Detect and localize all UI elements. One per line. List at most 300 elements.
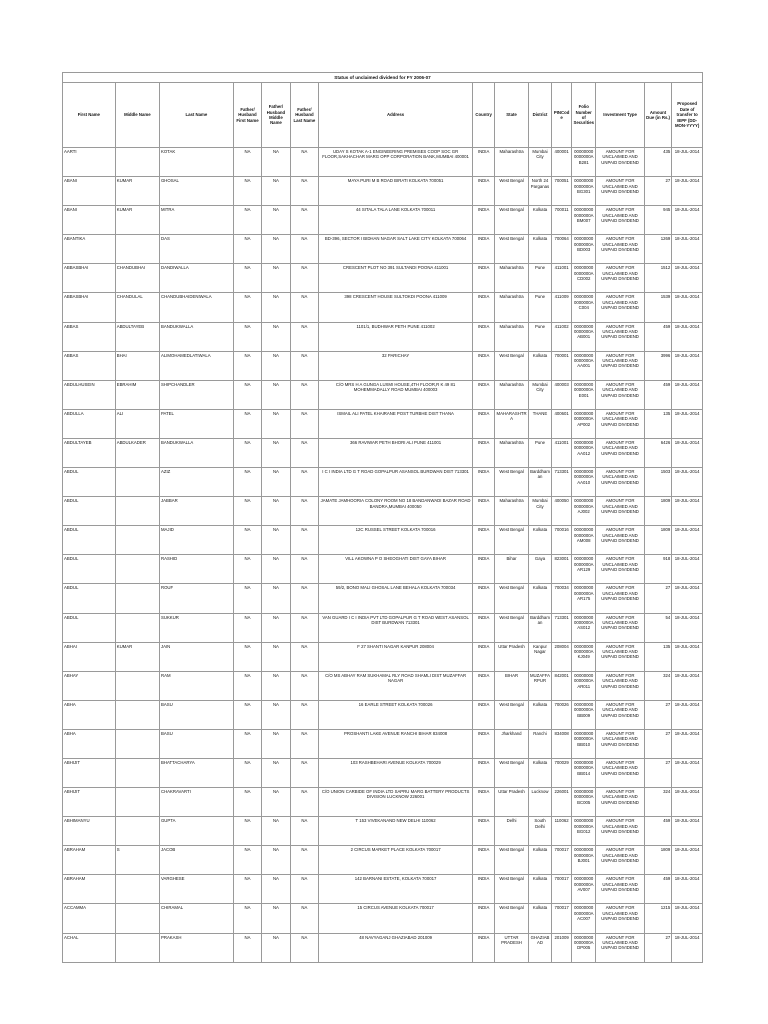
- table-cell: NA: [290, 584, 318, 613]
- table-cell: BD-396, SECTOR I BIDHAN NAGAR SALT LAKE CITY KOLKATA 700064: [319, 235, 473, 264]
- table-cell: Pune: [528, 438, 551, 467]
- table-cell: AARTI: [63, 148, 116, 177]
- column-header: Amount Due (in Rs.): [644, 83, 671, 148]
- table-cell: VAN GUARD I C I INDIA PVT LTD GOPALPUR G T ROAD WEST ASANSOL DIST BURDWAN 713301: [319, 613, 473, 642]
- table-cell: CHAKRAVARTI: [159, 788, 233, 817]
- table-cell: INDIA: [473, 148, 495, 177]
- table-cell: 000000000000000AAM008: [572, 526, 596, 555]
- table-cell: [115, 729, 159, 758]
- table-cell: 135: [644, 409, 671, 438]
- table-cell: BHAI: [115, 351, 159, 380]
- table-cell: 1512: [644, 264, 671, 293]
- table-cell: 27: [644, 700, 671, 729]
- table-cell: ABHAI: [63, 642, 116, 671]
- table-cell: Maharashtra: [495, 322, 529, 351]
- table-cell: 1101/1, BUDHWAR PETH PUNE 411002: [319, 322, 473, 351]
- table-cell: 1215: [644, 904, 671, 933]
- table-cell: ABBAS: [63, 322, 116, 351]
- table-cell: AMOUNT FOR UNCLAIMED AND UNPAID DIVIDEND: [596, 584, 644, 613]
- table-cell: West Bengal: [495, 613, 529, 642]
- table-cell: ABBAS: [63, 351, 116, 380]
- table-cell: AMOUNT FOR UNCLAIMED AND UNPAID DIVIDEND: [596, 846, 644, 875]
- table-cell: NA: [262, 788, 290, 817]
- table-cell: 000000000000000AAP002: [572, 409, 596, 438]
- table-cell: CHIRAMAL: [159, 904, 233, 933]
- table-cell: NA: [290, 933, 318, 962]
- table-cell: NA: [262, 875, 290, 904]
- table-cell: 000000000000000AAR011: [572, 671, 596, 700]
- table-cell: [115, 584, 159, 613]
- table-cell: S: [115, 846, 159, 875]
- table-cell: 000000000000000ABC005: [572, 788, 596, 817]
- table-cell: INDIA: [473, 758, 495, 787]
- table-cell: NA: [290, 409, 318, 438]
- table-cell: ABHAY: [63, 671, 116, 700]
- table-cell: AMOUNT FOR UNCLAIMED AND UNPAID DIVIDEND: [596, 729, 644, 758]
- table-cell: JACOB: [159, 846, 233, 875]
- table-cell: Pune: [528, 322, 551, 351]
- table-cell: [115, 526, 159, 555]
- table-cell: INDIA: [473, 468, 495, 497]
- table-cell: 18-JUL-2014: [672, 206, 703, 235]
- table-cell: 000000000000000AAS012: [572, 613, 596, 642]
- table-cell: 000000000000000ABB009: [572, 700, 596, 729]
- table-cell: 201009: [552, 933, 572, 962]
- table-cell: [115, 904, 159, 933]
- table-cell: 1269: [644, 235, 671, 264]
- table-cell: ISMAIL ALI PATEL KHAIRANE POST TURBHE DIST THANA: [319, 409, 473, 438]
- column-header: PINCode: [552, 83, 572, 148]
- table-cell: West Bengal: [495, 526, 529, 555]
- table-cell: 411001: [552, 438, 572, 467]
- table-cell: 700001: [552, 351, 572, 380]
- table-cell: Lucknow: [528, 788, 551, 817]
- table-cell: 000000000000000AAR175: [572, 584, 596, 613]
- table-cell: 18-JUL-2014: [672, 642, 703, 671]
- table-row: [63, 293, 703, 322]
- table-cell: NA: [262, 380, 290, 409]
- table-body: [63, 148, 703, 963]
- table-cell: 1503: [644, 468, 671, 497]
- column-header: Last Name: [159, 83, 233, 148]
- table-cell: AMOUNT FOR UNCLAIMED AND UNPAID DIVIDEND: [596, 322, 644, 351]
- table-row: [63, 788, 703, 817]
- table-cell: ABDUL: [63, 497, 116, 526]
- table-cell: 32 PARICHAY: [319, 351, 473, 380]
- table-cell: 713301: [552, 468, 572, 497]
- table-cell: 000000000000000AAA001: [572, 351, 596, 380]
- table-cell: INDIA: [473, 817, 495, 846]
- table-cell: NA: [262, 729, 290, 758]
- table-cell: F 27 SHANTI NAGAR KANPUR 208004: [319, 642, 473, 671]
- table-cell: Pune: [528, 264, 551, 293]
- table-cell: 110062: [552, 817, 572, 846]
- table-cell: 15 CIRCUS AVENUE KOLKATA 700017: [319, 904, 473, 933]
- table-cell: 459: [644, 817, 671, 846]
- table-row: [63, 933, 703, 962]
- table-cell: ABDULTAYEB: [115, 322, 159, 351]
- table-cell: NA: [262, 758, 290, 787]
- table-cell: 44 SITALA TALA LANE KOLKATA 700011: [319, 206, 473, 235]
- table-cell: 18-JUL-2014: [672, 293, 703, 322]
- table-row: [63, 468, 703, 497]
- table-row: [63, 497, 703, 526]
- table-cell: Maharashtra: [495, 438, 529, 467]
- table-cell: 000000000000000ABG012: [572, 817, 596, 846]
- table-cell: AMOUNT FOR UNCLAIMED AND UNPAID DIVIDEND: [596, 613, 644, 642]
- table-cell: 18-JUL-2014: [672, 729, 703, 758]
- table-cell: C/O UNION CARBIDE OF INDIA LTD SAPRU MARG BATTERY PRODUCTS DIVISION LUCKNOW 226001: [319, 788, 473, 817]
- column-header: Middle Name: [115, 83, 159, 148]
- table-cell: AMOUNT FOR UNCLAIMED AND UNPAID DIVIDEND: [596, 380, 644, 409]
- table-cell: Maharashtra: [495, 497, 529, 526]
- table-row: [63, 526, 703, 555]
- table-cell: NA: [290, 148, 318, 177]
- table-cell: West Bengal: [495, 206, 529, 235]
- table-cell: 324: [644, 788, 671, 817]
- table-cell: NA: [262, 148, 290, 177]
- table-cell: 366 RAVIWAR PETH BHORI ALI PUNE 411001: [319, 438, 473, 467]
- table-cell: NA: [262, 526, 290, 555]
- column-header: Address: [319, 83, 473, 148]
- table-cell: UDAY S KOTAK A-1 ENGINEERING PREMISES COOP SOC GR FLOOR,SAKHACHAR MARG OPP CORPORATION BANK,MUMBAI 400001: [319, 148, 473, 177]
- table-row: [63, 642, 703, 671]
- table-cell: NA: [233, 409, 261, 438]
- table-cell: KUMAR: [115, 642, 159, 671]
- table-cell: [115, 817, 159, 846]
- table-cell: 3996: [644, 351, 671, 380]
- table-cell: ABBASBHAI: [63, 293, 116, 322]
- table-cell: NA: [233, 933, 261, 962]
- table-cell: AMOUNT FOR UNCLAIMED AND UNPAID DIVIDEND: [596, 293, 644, 322]
- table-cell: Delhi: [495, 817, 529, 846]
- table-cell: [115, 758, 159, 787]
- table-cell: [115, 671, 159, 700]
- table-cell: 27: [644, 177, 671, 206]
- table-cell: [115, 235, 159, 264]
- table-cell: CHANDUBHAI: [115, 264, 159, 293]
- table-cell: JABBAR: [159, 497, 233, 526]
- table-cell: NA: [290, 351, 318, 380]
- table-cell: Barddhaman: [528, 613, 551, 642]
- table-cell: 1809: [644, 497, 671, 526]
- column-header: Country: [473, 83, 495, 148]
- table-cell: 18-JUL-2014: [672, 177, 703, 206]
- table-cell: West Bengal: [495, 846, 529, 875]
- table-cell: Kolkata: [528, 351, 551, 380]
- table-cell: INDIA: [473, 671, 495, 700]
- table-cell: NA: [262, 584, 290, 613]
- table-cell: NA: [233, 497, 261, 526]
- table-row: [63, 235, 703, 264]
- table-cell: 000000000000000ABB014: [572, 758, 596, 787]
- table-cell: 945: [644, 206, 671, 235]
- table-cell: UTTAR PRADESH: [495, 933, 529, 962]
- table-row: [63, 555, 703, 584]
- table-cell: RAM: [159, 671, 233, 700]
- table-cell: 842001: [552, 671, 572, 700]
- table-cell: GUPTA: [159, 817, 233, 846]
- table-cell: 18-JUL-2014: [672, 846, 703, 875]
- table-cell: NA: [290, 613, 318, 642]
- table-cell: NA: [233, 438, 261, 467]
- table-cell: 400601: [552, 409, 572, 438]
- table-cell: NA: [262, 177, 290, 206]
- table-cell: KOTAK: [159, 148, 233, 177]
- table-cell: C/O MRS H A GUNGA LUXMI HOUSE,4TH FLOOR,R K 49 81 MOHEMMADALLY ROAD MUMBAI 400003: [319, 380, 473, 409]
- table-cell: Barddhaman: [528, 468, 551, 497]
- table-cell: Uttar Pradesh: [495, 788, 529, 817]
- table-cell: 103 RASHBEHARI AVENUE KOLKATA 700029: [319, 758, 473, 787]
- table-cell: 411001: [552, 264, 572, 293]
- table-cell: NA: [290, 904, 318, 933]
- table-cell: T 153 VIVEKANAND NEW DELHI 110062: [319, 817, 473, 846]
- table-cell: 18-JUL-2014: [672, 322, 703, 351]
- table-cell: 27: [644, 933, 671, 962]
- table-cell: INDIA: [473, 613, 495, 642]
- table-cell: 1539: [644, 293, 671, 322]
- table-cell: NA: [233, 788, 261, 817]
- table-cell: West Bengal: [495, 235, 529, 264]
- table-cell: Pune: [528, 293, 551, 322]
- table-cell: 411009: [552, 293, 572, 322]
- table-cell: [115, 497, 159, 526]
- table-cell: INDIA: [473, 177, 495, 206]
- table-cell: PROSHANTI LAKE AVENUE RANCHI BIHAR 834008: [319, 729, 473, 758]
- table-cell: 000000000000000AC004: [572, 293, 596, 322]
- table-cell: NA: [290, 235, 318, 264]
- table-cell: NA: [262, 933, 290, 962]
- table-cell: 700029: [552, 758, 572, 787]
- table-cell: NA: [290, 700, 318, 729]
- table-cell: NA: [233, 584, 261, 613]
- table-cell: ACHAL: [63, 933, 116, 962]
- table-cell: 700017: [552, 904, 572, 933]
- table-cell: DANDIWALLA: [159, 264, 233, 293]
- table-cell: 823001: [552, 555, 572, 584]
- table-row: [63, 729, 703, 758]
- column-header: District: [528, 83, 551, 148]
- table-cell: MUZAFFARPUR: [528, 671, 551, 700]
- table-cell: INDIA: [473, 293, 495, 322]
- table-cell: 000000000000000AKJ049: [572, 642, 596, 671]
- table-cell: INDIA: [473, 846, 495, 875]
- table-cell: JAMATE JAMHOORIA COLONY ROOM NO 18 BANDANWADI BAZAR ROAD BANDRA,MUMBAI 400050: [319, 497, 473, 526]
- table-cell: SUKKUR: [159, 613, 233, 642]
- table-cell: NA: [290, 497, 318, 526]
- table-cell: Gaya: [528, 555, 551, 584]
- table-cell: AMOUNT FOR UNCLAIMED AND UNPAID DIVIDEND: [596, 235, 644, 264]
- table-cell: [115, 875, 159, 904]
- table-cell: AMOUNT FOR UNCLAIMED AND UNPAID DIVIDEND: [596, 409, 644, 438]
- table-cell: 27: [644, 584, 671, 613]
- table-cell: NA: [262, 817, 290, 846]
- table-cell: THANE: [528, 409, 551, 438]
- table-cell: KUMAR: [115, 206, 159, 235]
- table-row: [63, 206, 703, 235]
- column-header: Father/ Husband Middle Name: [262, 83, 290, 148]
- table-cell: 713301: [552, 613, 572, 642]
- table-cell: 27: [644, 729, 671, 758]
- table-cell: 000000000000000AAA010: [572, 468, 596, 497]
- table-cell: MITRA: [159, 206, 233, 235]
- table-cell: NA: [233, 555, 261, 584]
- table-cell: NA: [290, 380, 318, 409]
- table-cell: AMOUNT FOR UNCLAIMED AND UNPAID DIVIDEND: [596, 438, 644, 467]
- table-cell: Mumbai City: [528, 148, 551, 177]
- table-row: [63, 700, 703, 729]
- table-cell: 000000000000000AAV007: [572, 875, 596, 904]
- column-header: Father/ Husband First Name: [233, 83, 261, 148]
- table-cell: C/O MS ABHAY RAM SUKHAMAL RLY ROAD SHAMLI DIST MUZAFFAR NAGAR: [319, 671, 473, 700]
- table-cell: 398 CRESCENT HOUSE SULTOKDI POONA 411009: [319, 293, 473, 322]
- table-cell: NA: [262, 671, 290, 700]
- table-cell: INDIA: [473, 235, 495, 264]
- table-cell: Mumbai City: [528, 497, 551, 526]
- table-cell: ABHIJIT: [63, 758, 116, 787]
- column-header-row: [63, 83, 703, 148]
- table-cell: NA: [290, 846, 318, 875]
- table-cell: 1809: [644, 526, 671, 555]
- table-cell: 59/2, BONO MALI GHOSAL LANE BEHALA KOLKATA 700034: [319, 584, 473, 613]
- table-cell: ABANI: [63, 206, 116, 235]
- table-cell: NA: [262, 264, 290, 293]
- table-cell: NA: [233, 526, 261, 555]
- table-cell: NA: [233, 671, 261, 700]
- table-cell: AMOUNT FOR UNCLAIMED AND UNPAID DIVIDEND: [596, 351, 644, 380]
- table-cell: 700026: [552, 700, 572, 729]
- table-cell: INDIA: [473, 729, 495, 758]
- table-cell: 435: [644, 148, 671, 177]
- table-cell: NA: [262, 235, 290, 264]
- table-cell: Kolkata: [528, 875, 551, 904]
- table-cell: Maharashtra: [495, 293, 529, 322]
- table-cell: AMOUNT FOR UNCLAIMED AND UNPAID DIVIDEND: [596, 700, 644, 729]
- table-cell: I C I INDIA LTD G T ROAD GOPALPUR ASANSOL BURDWAN DIST 713301: [319, 468, 473, 497]
- table-cell: [115, 700, 159, 729]
- table-cell: 411002: [552, 322, 572, 351]
- table-cell: NA: [233, 700, 261, 729]
- table-cell: AMOUNT FOR UNCLAIMED AND UNPAID DIVIDEND: [596, 817, 644, 846]
- table-cell: AMOUNT FOR UNCLAIMED AND UNPAID DIVIDEND: [596, 875, 644, 904]
- table-cell: NA: [262, 904, 290, 933]
- table-cell: CHANDULAL: [115, 293, 159, 322]
- table-cell: AMOUNT FOR UNCLAIMED AND UNPAID DIVIDEND: [596, 148, 644, 177]
- table-row: [63, 613, 703, 642]
- table-cell: West Bengal: [495, 468, 529, 497]
- table-cell: 18-JUL-2014: [672, 817, 703, 846]
- table-cell: INDIA: [473, 409, 495, 438]
- table-cell: NA: [290, 322, 318, 351]
- table-cell: NA: [262, 468, 290, 497]
- table-cell: ABDULTAYEB: [63, 438, 116, 467]
- table-cell: AMOUNT FOR UNCLAIMED AND UNPAID DIVIDEND: [596, 497, 644, 526]
- table-cell: NA: [290, 758, 318, 787]
- table-row: [63, 148, 703, 177]
- table-cell: Kolkata: [528, 206, 551, 235]
- table-cell: AMOUNT FOR UNCLAIMED AND UNPAID DIVIDEND: [596, 206, 644, 235]
- table-cell: INDIA: [473, 642, 495, 671]
- table-cell: 000000000000000ABJ001: [572, 846, 596, 875]
- table-cell: NA: [262, 409, 290, 438]
- table-cell: NA: [262, 846, 290, 875]
- table-cell: [115, 468, 159, 497]
- table-cell: 18-JUL-2014: [672, 700, 703, 729]
- table-cell: NA: [233, 468, 261, 497]
- table-cell: 226001: [552, 788, 572, 817]
- table-cell: 142 BARNANI ESTATE, KOLKATA 700017: [319, 875, 473, 904]
- table-cell: AMOUNT FOR UNCLAIMED AND UNPAID DIVIDEND: [596, 264, 644, 293]
- table-cell: [115, 788, 159, 817]
- table-cell: ABRAHAM: [63, 875, 116, 904]
- table-cell: 400003: [552, 380, 572, 409]
- table-cell: NA: [262, 351, 290, 380]
- table-cell: BIHAR: [495, 671, 529, 700]
- table-cell: 400050: [552, 497, 572, 526]
- table-cell: 000000000000000ABG301: [572, 177, 596, 206]
- table-cell: INDIA: [473, 933, 495, 962]
- table-cell: NA: [233, 206, 261, 235]
- table-cell: 000000000000000AAA012: [572, 438, 596, 467]
- table-cell: Kolkata: [528, 235, 551, 264]
- table-cell: 2 CIRCUS MARKET PLACE KOLKATA 700017: [319, 846, 473, 875]
- table-cell: INDIA: [473, 904, 495, 933]
- table-cell: DAS: [159, 235, 233, 264]
- table-row: [63, 409, 703, 438]
- table-cell: MAYA PURI M B ROAD BIRATI KOLKATA 700051: [319, 177, 473, 206]
- table-cell: NA: [233, 148, 261, 177]
- table-cell: NA: [290, 555, 318, 584]
- table-cell: INDIA: [473, 351, 495, 380]
- table-row: [63, 177, 703, 206]
- table-cell: AMOUNT FOR UNCLAIMED AND UNPAID DIVIDEND: [596, 526, 644, 555]
- table-cell: 18-JUL-2014: [672, 933, 703, 962]
- table-row: [63, 904, 703, 933]
- table-cell: 000000000000000AB281: [572, 148, 596, 177]
- table-cell: NA: [233, 758, 261, 787]
- table-cell: [115, 148, 159, 177]
- table-cell: 000000000000000AE001: [572, 380, 596, 409]
- table-cell: ABHA: [63, 729, 116, 758]
- table-cell: 18-JUL-2014: [672, 497, 703, 526]
- table-title: Status of unclaimed dividend for FY 2006-07: [63, 73, 703, 83]
- table-cell: 400001: [552, 148, 572, 177]
- table-cell: PRAKASH: [159, 933, 233, 962]
- table-cell: JAIN: [159, 642, 233, 671]
- table-cell: CHANDUBHAIDENIWALA: [159, 293, 233, 322]
- table-cell: Kolkata: [528, 700, 551, 729]
- table-cell: West Bengal: [495, 758, 529, 787]
- table-cell: RASHID: [159, 555, 233, 584]
- table-cell: INDIA: [473, 700, 495, 729]
- table-cell: AMOUNT FOR UNCLAIMED AND UNPAID DIVIDEND: [596, 555, 644, 584]
- table-cell: 1809: [644, 846, 671, 875]
- table-cell: NA: [233, 613, 261, 642]
- table-cell: Kolkata: [528, 584, 551, 613]
- table-cell: NA: [262, 642, 290, 671]
- table-cell: West Bengal: [495, 700, 529, 729]
- column-header: First Name: [63, 83, 116, 148]
- table-cell: AMOUNT FOR UNCLAIMED AND UNPAID DIVIDEND: [596, 671, 644, 700]
- table-cell: 135: [644, 642, 671, 671]
- table-cell: 700034: [552, 584, 572, 613]
- table-cell: 459: [644, 875, 671, 904]
- column-header: Investment Type: [596, 83, 644, 148]
- table-cell: ABANTIKA: [63, 235, 116, 264]
- table-cell: BASU: [159, 700, 233, 729]
- table-cell: NA: [290, 526, 318, 555]
- table-cell: 18-JUL-2014: [672, 468, 703, 497]
